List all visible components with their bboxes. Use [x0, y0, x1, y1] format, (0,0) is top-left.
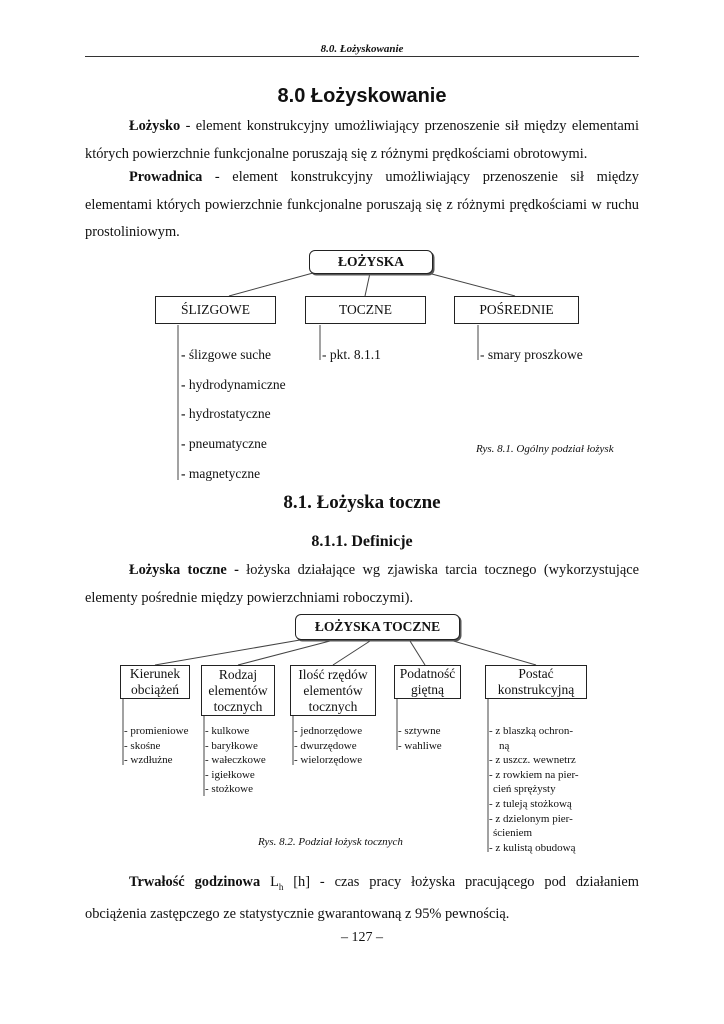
- diagram1-branch-sliding: ŚLIZGOWE: [155, 296, 276, 324]
- rolling-list: [322, 340, 381, 370]
- list-item: - wielorzędowe: [294, 754, 363, 767]
- list-item: - magnetyczne: [181, 465, 261, 481]
- list-item: - smary proszkowe: [480, 347, 583, 362]
- category-load-direction: Kierunek obciążeń: [120, 665, 190, 699]
- rolling-text: łożyska działające wg zjawiska tarcia tocznego (wykorzystujące elementy pośrednie między powierzchniami roboczymi).: [85, 562, 639, 606]
- list-item: - wałeczkowe: [205, 754, 266, 767]
- list-item: - baryłkowe: [205, 739, 258, 752]
- list-item: - kulkowe: [205, 725, 250, 737]
- list-item: - promieniowe: [124, 725, 189, 737]
- durability-subscript: h: [278, 881, 284, 892]
- list-item: - pneumatyczne: [181, 436, 267, 452]
- list-item: - z dzielonym pier-: [489, 812, 573, 825]
- list-item: - wzdłużne: [124, 754, 173, 767]
- list-item: ną: [499, 739, 510, 752]
- list-item: - skośne: [124, 739, 161, 752]
- list-item: - stożkowe: [205, 783, 253, 796]
- list-item: - z kulistą obudową: [489, 841, 576, 854]
- list-item: - z blaszką ochron-: [489, 725, 573, 737]
- category-rolling-element-type: Rodzaj elementów tocznych: [201, 665, 275, 716]
- list-item: - z uszcz. wewnetrz: [489, 754, 576, 767]
- durability-definition: [85, 869, 639, 929]
- durability-symbol: L: [270, 874, 279, 890]
- list-item: - ślizgowe suche: [181, 347, 271, 362]
- bearing-text: - element konstrukcyjny umożliwiający przenoszenie sił między elementami których powierzchnie funkcjonalne poruszają się z różnymi prędkościami obrotowymi.: [85, 118, 639, 162]
- list-item: - wahliwe: [398, 739, 442, 752]
- list-item: - igiełkowe: [205, 768, 255, 781]
- row-count-list: [294, 724, 362, 768]
- list-item: - jednorzędowe: [294, 725, 363, 737]
- indirect-list: [480, 340, 583, 370]
- category-flexibility: Podatność giętną: [394, 665, 461, 699]
- durability-term: Trwałość godzinowa: [129, 874, 261, 890]
- durability-text: [h] - czas pracy łożyska pracującego pod działaniem obciążenia zastępczego ze statystycznie gwarantowaną z 95% pewnością.: [85, 874, 639, 923]
- figure2-caption: Rys. 8.2. Podział łożysk tocznych: [258, 836, 403, 848]
- rolling-element-list: [205, 724, 266, 797]
- list-item: - z tuleją stożkową: [489, 797, 572, 810]
- section-8-1-heading: 8.1. Łożyska toczne: [283, 492, 441, 513]
- bearing-term: Łożysko: [129, 118, 181, 134]
- diagram1-root: ŁOŻYSKA: [309, 250, 433, 274]
- diagram1-branch-rolling: TOCZNE: [305, 296, 426, 324]
- running-header: 8.0. Łożyskowanie: [320, 43, 404, 55]
- design-form-list: [489, 724, 579, 855]
- category-design-form: Postać konstrukcyjną: [485, 665, 587, 699]
- list-item: - hydrodynamiczne: [181, 376, 286, 392]
- list-item: - dwurzędowe: [294, 739, 357, 752]
- load-direction-list: [124, 724, 188, 768]
- section-8-1-1-heading: 8.1.1. Definicje: [311, 533, 413, 550]
- list-item: - pkt. 8.1.1: [322, 347, 381, 362]
- guide-text: - element konstrukcyjny umożliwiający przenoszenie sił między elementami których powierzchnie funkcjonalne poruszają się z różnymi prędkościami w ruchu prostoliniowym.: [85, 169, 639, 240]
- page-number: – 127 –: [341, 930, 383, 945]
- diagram2-root: ŁOŻYSKA TOCZNE: [295, 614, 460, 640]
- category-row-count: Ilość rzędów elementów tocznych: [290, 665, 376, 716]
- list-item: cień sprężysty: [493, 783, 556, 796]
- guide-term: Prowadnica: [129, 169, 203, 185]
- flexibility-list: [398, 724, 442, 753]
- rolling-definition: [85, 557, 639, 612]
- diagram1-branch-indirect: POŚREDNIE: [454, 296, 579, 324]
- list-item: - z rowkiem na pier-: [489, 768, 579, 781]
- list-item: ścieniem: [493, 827, 533, 840]
- figure1-caption: Rys. 8.1. Ogólny podział łożysk: [476, 443, 614, 455]
- rolling-term: Łożyska toczne -: [129, 562, 239, 578]
- list-item: - sztywne: [398, 725, 441, 737]
- sliding-list: [181, 340, 286, 489]
- main-title: 8.0 Łożyskowanie: [277, 85, 447, 107]
- list-item: - hydrostatyczne: [181, 406, 271, 422]
